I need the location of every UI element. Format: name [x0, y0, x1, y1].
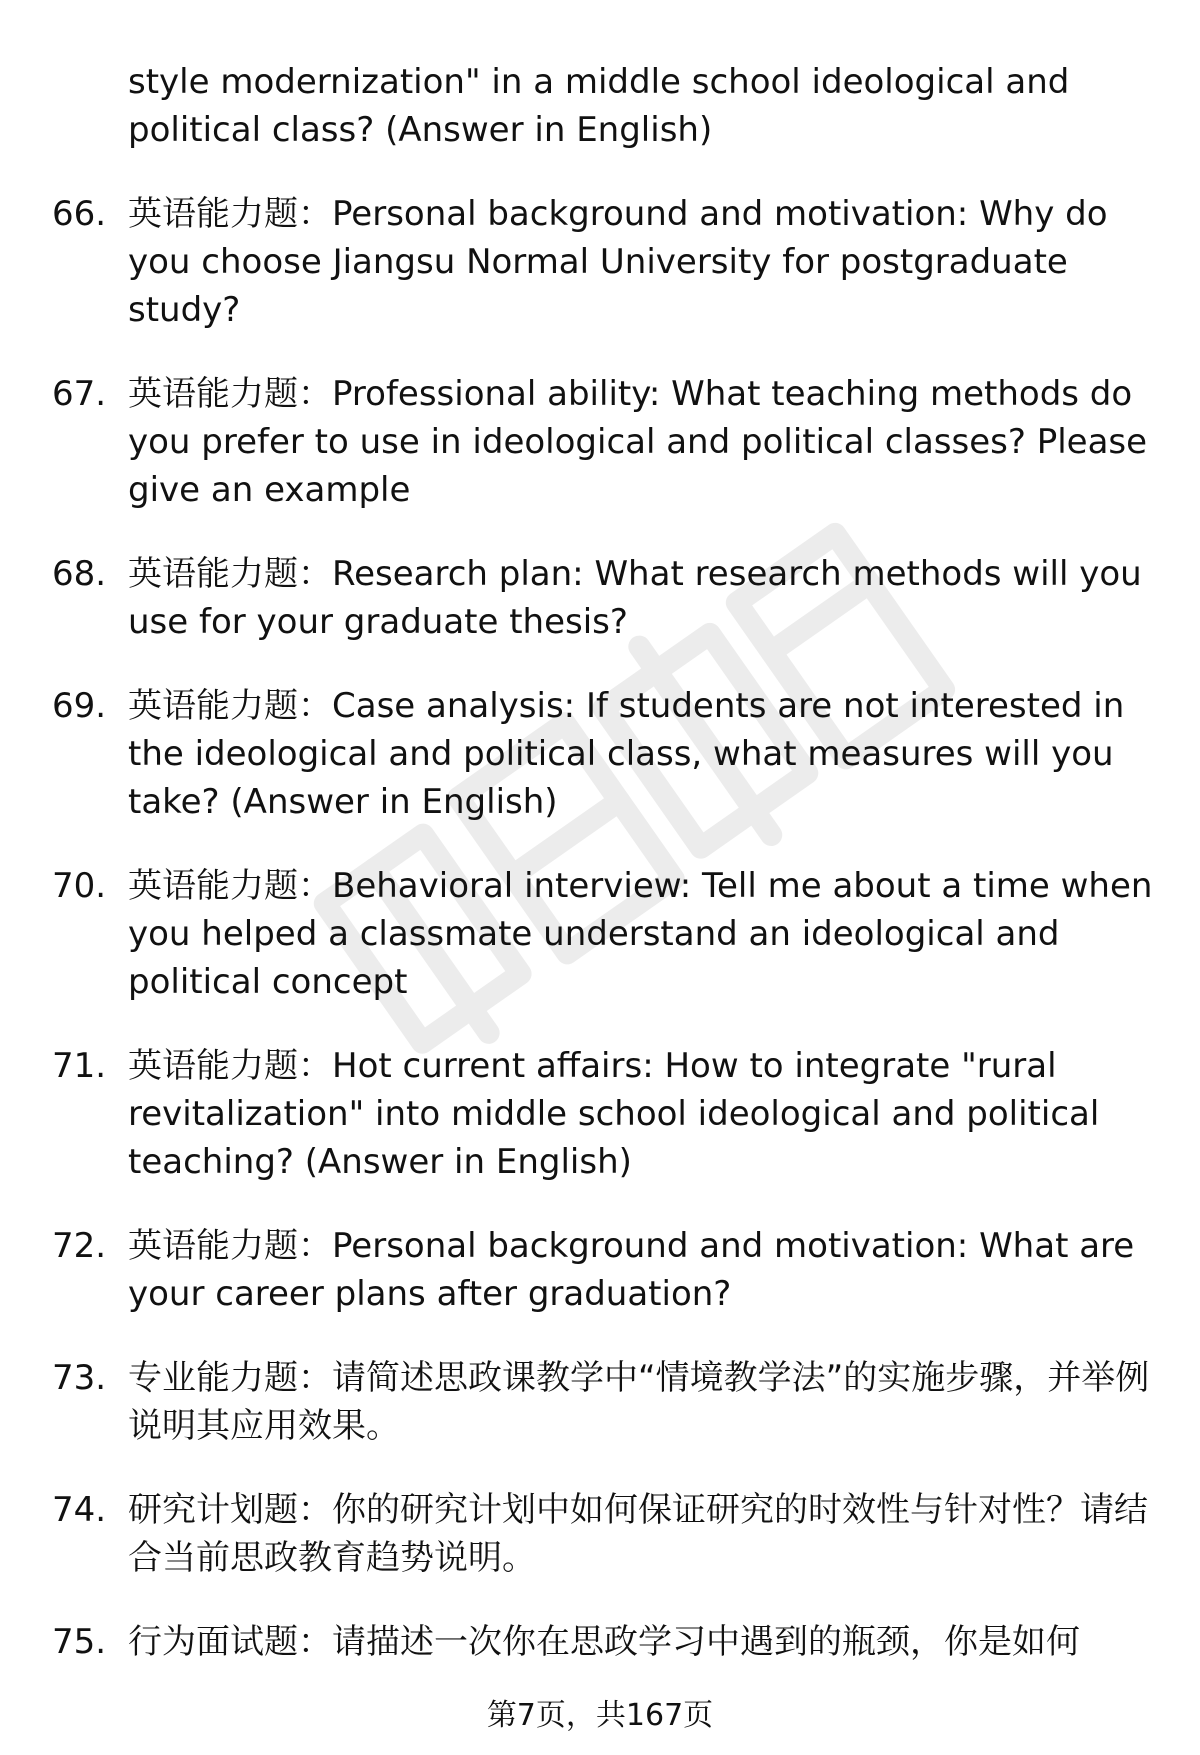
- question-item: [0, 370, 1200, 514]
- question-number: 72.: [52, 1226, 107, 1266]
- question-text: Hot current affairs: How to integrate "rural revitalization" into middle school ideological and political teaching? (Answer in English): [128, 1046, 1100, 1182]
- question-item: [0, 1222, 1200, 1318]
- question-category: 英语能力题：: [128, 1226, 332, 1266]
- question-number: 69.: [52, 686, 107, 726]
- question-text: Case analysis: If students are not interested in the ideological and political class, what measures will you take? (Answer in English): [128, 686, 1125, 822]
- question-category: 英语能力题：: [128, 554, 332, 594]
- question-number: 71.: [52, 1046, 107, 1086]
- question-category: 英语能力题：: [128, 686, 332, 726]
- question-list: [0, 190, 1200, 1702]
- question-number: 75.: [52, 1622, 107, 1662]
- question-category: 研究计划题：: [128, 1490, 332, 1530]
- page-footer: 第7页，共167页: [486, 1698, 714, 1733]
- question-category: 英语能力题：: [128, 194, 332, 234]
- question-number: 74.: [52, 1490, 107, 1530]
- question-category: 英语能力题：: [128, 374, 332, 414]
- question-item: [0, 1486, 1200, 1582]
- question-number: 73.: [52, 1358, 107, 1398]
- question-item: [0, 550, 1200, 646]
- question-item: [0, 1042, 1200, 1186]
- question-text: 你的研究计划中如何保证研究的时效性与针对性？请结合当前思政教育趋势说明。: [128, 1490, 1148, 1578]
- question-category: 行为面试题：: [128, 1622, 332, 1662]
- question-item: [0, 862, 1200, 1006]
- question-number: 67.: [52, 374, 107, 414]
- question-item: [0, 1618, 1200, 1666]
- question-item: [0, 1354, 1200, 1450]
- continuation-text: style modernization" in a middle school ideological and political class? (Answer in English): [128, 62, 1070, 150]
- question-number: 70.: [52, 866, 107, 906]
- question-category: 专业能力题：: [128, 1358, 332, 1398]
- question-text: Behavioral interview: Tell me about a time when you helped a classmate understand an ideological and political concept: [128, 866, 1153, 1002]
- question-item: [0, 682, 1200, 826]
- question-text: 请描述一次你在思政学习中遇到的瓶颈，你是如何: [332, 1622, 1080, 1662]
- question-category: 英语能力题：: [128, 866, 332, 906]
- question-item: [0, 190, 1200, 334]
- question-text: Personal background and motivation: Why do you choose Jiangsu Normal University for postgraduate study?: [128, 194, 1108, 330]
- question-text: Research plan: What research methods will you use for your graduate thesis?: [128, 554, 1142, 642]
- question-text: Personal background and motivation: What are your career plans after graduation?: [128, 1226, 1135, 1314]
- question-number: 66.: [52, 194, 107, 234]
- question-text: 请简述思政课教学中“情境教学法”的实施步骤，并举例说明其应用效果。: [128, 1358, 1150, 1446]
- question-category: 英语能力题：: [128, 1046, 332, 1086]
- question-text: Professional ability: What teaching methods do you prefer to use in ideological and political classes? Please give an example: [128, 374, 1148, 510]
- question-number: 68.: [52, 554, 107, 594]
